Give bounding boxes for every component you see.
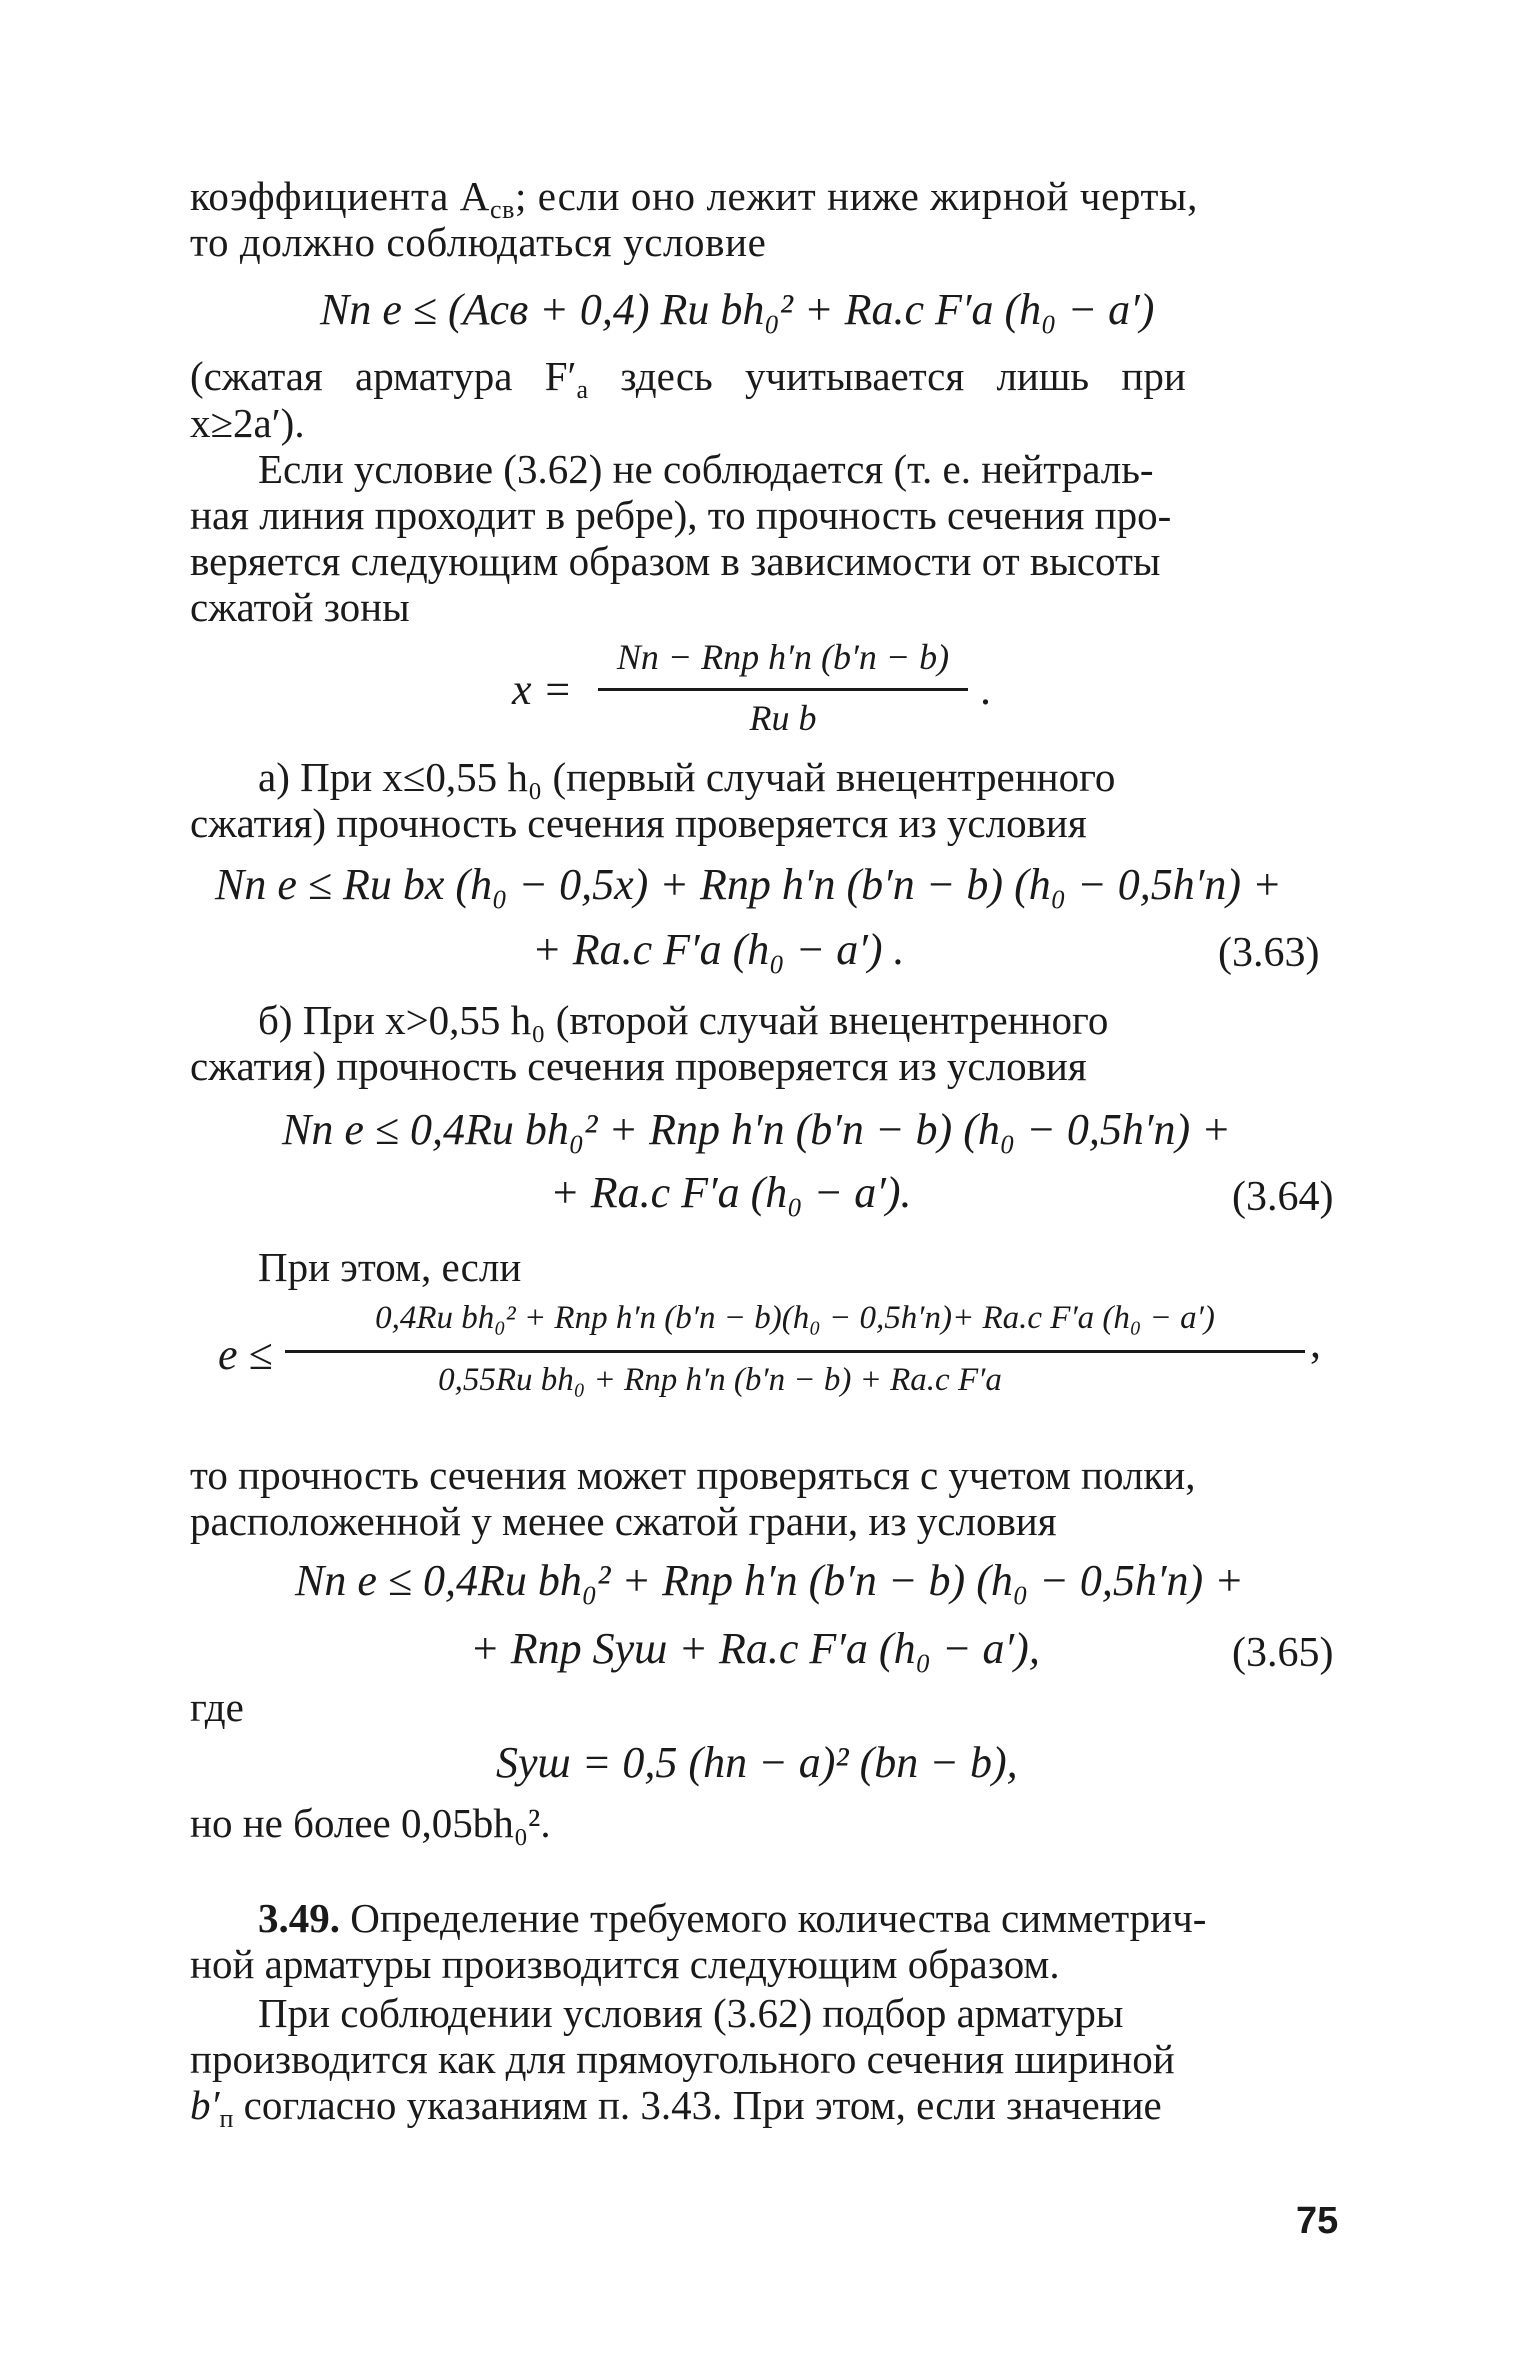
text-span: (сжатая арматура F′	[190, 353, 577, 399]
formula-364-line1: Nп e ≤ 0,4Rи bh₀² + Rпр h′п (b′п − b) (h₀ − 0,5h′п) +	[282, 1105, 1231, 1154]
paragraph-line: то должно соблюдаться условие	[190, 219, 767, 265]
text-span: Определение требуемого количества симметрич-	[340, 1895, 1207, 1941]
formula-365-line1: Nп e ≤ 0,4Rи bh₀² + Rпр h′п (b′п − b) (h₀ − 0,5h′п) +	[295, 1556, 1244, 1605]
paragraph-line: При этом, если	[258, 1244, 522, 1290]
paragraph-line: При соблюдении условия (3.62) подбор арматуры	[258, 1990, 1124, 2036]
paragraph-line: а) При x≤0,55 h₀ (первый случай внецентренного	[258, 754, 1116, 800]
equation-number: (3.64)	[1232, 1174, 1334, 1220]
fraction-bar	[285, 1350, 1305, 1353]
paragraph-line	[190, 2082, 1162, 2142]
paragraph-line: производится как для прямоугольного сечения шириной	[190, 2036, 1175, 2082]
formula-condition: Nп e ≤ (Aсв + 0,4) Rи bh₀² + Rа.с F′а (h₀ − a′)	[320, 285, 1155, 334]
formula-x-lhs: x =	[512, 665, 573, 714]
subscript: св	[489, 195, 515, 224]
subscript: а	[576, 375, 589, 404]
paragraph-line: б) При x>0,55 h₀ (второй случай внецентренного	[258, 997, 1109, 1043]
section-number: 3.49.	[258, 1895, 340, 1941]
formula-x-denominator: Rи b	[749, 698, 817, 738]
paragraph-line: ной арматуры производится следующим образом.	[190, 1941, 1060, 1987]
paragraph-line: Если условие (3.62) не соблюдается (т. е. нейтраль-	[258, 446, 1154, 492]
paragraph-line: где	[190, 1684, 244, 1730]
paragraph-line: сжатой зоны	[190, 584, 410, 630]
formula-e-numerator: 0,4Rи bh₀² + Rпр h′п (b′п − b)(h₀ − 0,5h′п)+ Rа.с F′а (h₀ − a′)	[375, 1300, 1215, 1336]
formula-e-lhs: e ≤	[218, 1330, 273, 1379]
paragraph-line: сжатия) прочность сечения проверяется из условия	[190, 1043, 1087, 1089]
paragraph-line: веряется следующим образом в зависимости от высоты	[190, 538, 1161, 584]
text-span: здесь учитывается лишь при	[588, 353, 1186, 399]
formula-x-numerator: Nп − Rпр h′п (b′п − b)	[616, 637, 950, 677]
paragraph-line: расположенной у менее сжатой грани, из условия	[190, 1498, 1057, 1544]
formula-e-denominator: 0,55Rи bh₀ + Rпр h′п (b′п − b) + Rа.с F′а	[438, 1362, 1002, 1398]
paragraph-line: ная линия проходит в ребре), то прочность сечения про-	[190, 492, 1172, 538]
paragraph-line: x≥2a′).	[190, 400, 305, 446]
fraction-bar	[598, 688, 968, 691]
formula-363-line2: + Rа.с F′а (h₀ − a′) .	[532, 925, 905, 974]
text-span: ; если оно лежит ниже жирной черты,	[514, 173, 1198, 219]
paragraph-line: но не более 0,05bh₀².	[190, 1800, 551, 1846]
symbol: b′	[190, 2082, 220, 2128]
paragraph-line: сжатия) прочность сечения проверяется из условия	[190, 800, 1087, 846]
text-span: коэффициента A	[190, 173, 490, 219]
formula-364-line2: + Rа.с F′а (h₀ − a′).	[550, 1168, 912, 1217]
subscript: п	[219, 2104, 234, 2133]
paragraph-line	[190, 353, 1186, 413]
page-number: 75	[1296, 2200, 1339, 2242]
text-span: согласно указаниям п. 3.43. При этом, если значение	[233, 2082, 1162, 2128]
formula-x-end: .	[980, 665, 991, 714]
section-paragraph-line	[258, 1895, 1206, 1941]
equation-number: (3.63)	[1218, 930, 1320, 976]
formula-363-line1: Nп e ≤ Rи bx (h₀ − 0,5x) + Rпр h′п (b′п − b) (h₀ − 0,5h′п) +	[215, 860, 1282, 909]
formula-s: Sуш = 0,5 (hп − a)² (bп − b),	[496, 1738, 1018, 1787]
formula-e-end: ,	[1310, 1318, 1321, 1367]
paragraph-line: то прочность сечения может проверяться с учетом полки,	[190, 1452, 1196, 1498]
formula-365-line2: + Rпр Sуш + Rа.с F′а (h₀ − a′),	[470, 1624, 1040, 1673]
equation-number: (3.65)	[1232, 1630, 1334, 1676]
